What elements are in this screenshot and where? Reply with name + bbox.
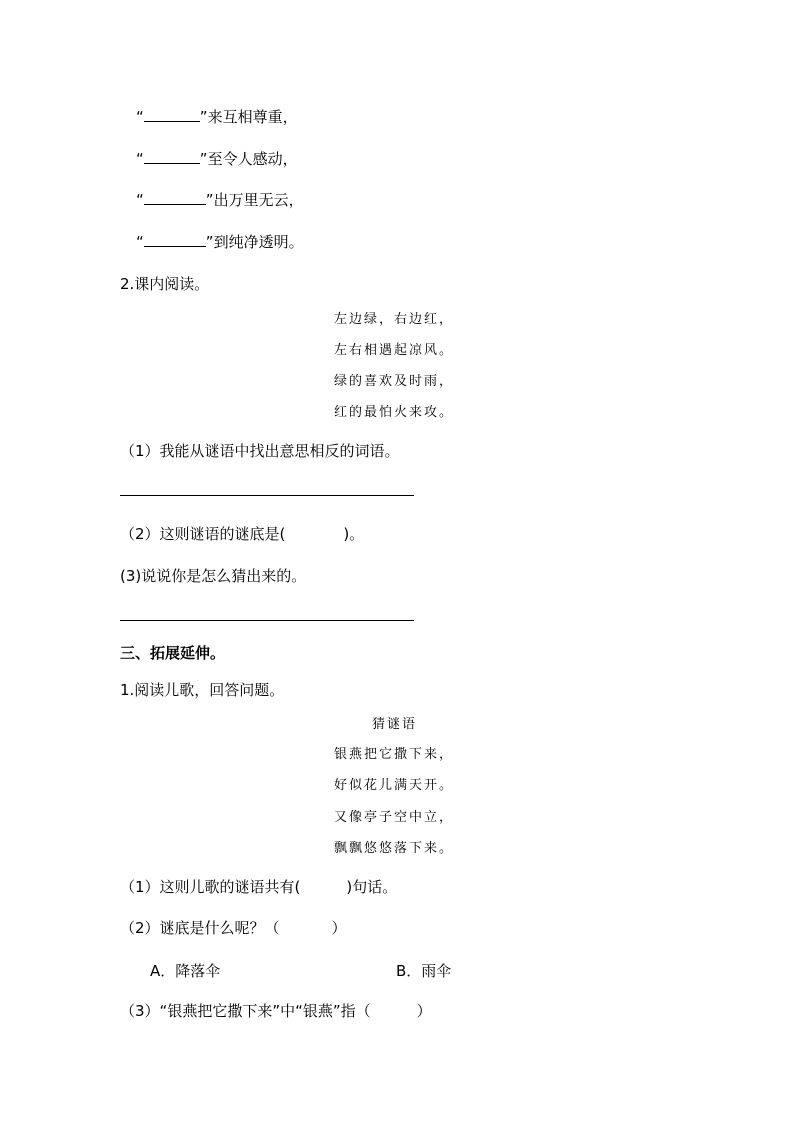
section3-sub3: [120, 1001, 432, 1021]
close-paren: ）: [331, 919, 347, 937]
answer-line[interactable]: [120, 495, 414, 496]
riddle-poem-line: 左边绿，右边红，: [334, 312, 455, 327]
close-paren: ）: [416, 1002, 432, 1020]
option-a[interactable]: A．降落伞: [150, 962, 221, 980]
section3-sub2-text: （2）谜底是什么呢？（: [120, 919, 280, 937]
fill-line-2: [136, 149, 298, 169]
section3-sub1-prefix: （1）这则儿歌的谜语共有(: [120, 878, 301, 896]
section3-sub3-prefix: （3）“银燕把它撒下来”中“银燕”指（: [120, 1002, 371, 1020]
section3-sub1: [120, 877, 397, 897]
close-quote: ”: [199, 108, 208, 126]
fill-line-1: [136, 107, 298, 127]
open-quote: “: [136, 150, 144, 168]
answer-blank[interactable]: [144, 232, 206, 247]
q2-sub3: (3)说说你是怎么猜出来的。: [120, 567, 307, 585]
close-quote: ”: [205, 233, 214, 251]
song-title: 猜谜语: [372, 717, 418, 732]
riddle-poem-line: 绿的喜欢及时雨，: [334, 374, 455, 389]
section3-sub2: [120, 918, 347, 938]
close-quote: ”: [205, 191, 214, 209]
song-poem-line: 银燕把它撒下来，: [334, 747, 455, 762]
open-quote: “: [136, 108, 144, 126]
option-b[interactable]: B．雨伞: [396, 962, 452, 980]
answer-blank[interactable]: [144, 149, 200, 164]
fill-line-text: 出万里无云，: [213, 191, 304, 209]
fill-line-text: 到纯净透明。: [213, 233, 304, 251]
q2-sub1: （1）我能从谜语中找出意思相反的词语。: [120, 442, 400, 460]
song-poem-line: 又像亭子空中立，: [334, 810, 455, 825]
q2-sub2-prefix: （2）这则谜语的谜底是(: [120, 525, 286, 543]
riddle-poem-line: 红的最怕火来攻。: [334, 405, 455, 420]
q2-sub2: [120, 524, 364, 544]
q2-heading: 2.课内阅读。: [120, 275, 210, 293]
answer-blank[interactable]: [144, 190, 206, 205]
close-quote: ”: [199, 150, 208, 168]
fill-line-text: 至令人感动，: [207, 150, 298, 168]
section3-sub1-suffix: )句话。: [346, 878, 398, 896]
open-quote: “: [136, 233, 144, 251]
fill-line-3: [136, 190, 304, 210]
answer-blank[interactable]: [144, 107, 200, 122]
open-quote: “: [136, 191, 144, 209]
q2-sub2-suffix: )。: [343, 525, 365, 543]
song-poem-line: 好似花儿满天开。: [334, 778, 455, 793]
song-poem-line: 飘飘悠悠落下来。: [334, 841, 455, 856]
fill-line-4: [136, 232, 304, 252]
fill-line-text: 来互相尊重，: [207, 108, 298, 126]
section3-q1-heading: 1.阅读儿歌，回答问题。: [120, 681, 285, 699]
section3-heading: 三、拓展延伸。: [120, 644, 226, 662]
riddle-poem-line: 左右相遇起凉风。: [334, 343, 455, 358]
answer-line[interactable]: [120, 620, 414, 621]
